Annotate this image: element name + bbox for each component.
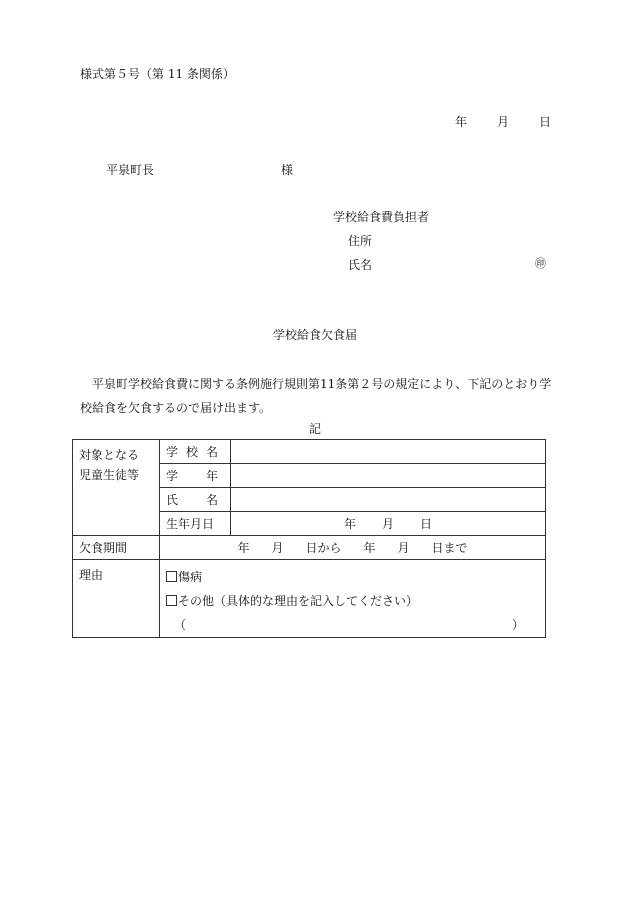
- illness-checkbox[interactable]: [166, 571, 177, 582]
- date-month-label: 月: [497, 115, 510, 129]
- other-checkbox[interactable]: [166, 595, 177, 606]
- address-label: 住所: [348, 234, 373, 248]
- reason-field[interactable]: [160, 560, 546, 638]
- seal-mark: ㊞: [535, 257, 546, 270]
- birth-year: 年: [343, 517, 356, 531]
- school-field[interactable]: [231, 440, 546, 464]
- body-text: 平泉町学校給食費に関する条例施行規則第11条第２号の規定により、下記のとおり学校給食を欠食するので届け出ます。: [80, 377, 552, 415]
- student-name-field[interactable]: [231, 488, 546, 512]
- birth-day: 日: [420, 517, 433, 531]
- target-student-label: [73, 440, 160, 536]
- addressee-suffix: 様: [281, 163, 294, 177]
- table-row-period: [73, 536, 546, 560]
- student-name-label: 氏 名: [160, 488, 231, 512]
- addressee: 平泉町長: [106, 163, 155, 177]
- table-row-reason: [73, 560, 546, 638]
- reason-label: 理由: [73, 560, 160, 638]
- birthdate-field[interactable]: [231, 512, 546, 536]
- form-number: 様式第５号（第 11 条関係）: [80, 67, 235, 81]
- birth-month: 月: [381, 517, 394, 531]
- name-label: 氏名: [348, 258, 373, 272]
- date-day-label: 日: [539, 115, 552, 129]
- birthdate-label: 生年月日: [160, 512, 231, 536]
- period-label: 欠食期間: [73, 536, 160, 560]
- grade-field[interactable]: [231, 464, 546, 488]
- target-label-line2: 児童生徒等: [79, 468, 140, 482]
- period-field[interactable]: 年 月 日から 年 月 日まで: [160, 536, 546, 560]
- school-label: 学 校 名: [160, 440, 231, 464]
- reason-option-other[interactable]: その他（具体的な理由を記入してください）: [166, 589, 545, 613]
- document-title: 学校給食欠食届: [272, 328, 357, 342]
- reason-detail-input[interactable]: （ ）: [174, 618, 524, 632]
- reason-option-illness[interactable]: 傷病: [166, 565, 545, 589]
- grade-label: 学 年: [160, 464, 231, 488]
- target-label-line1: 対象となる: [79, 448, 140, 462]
- details-table: [72, 439, 546, 638]
- ki-heading: 記: [308, 422, 321, 436]
- table-row-school: [73, 440, 546, 464]
- date-year-label: 年: [455, 115, 468, 129]
- payer-title: 学校給食費負担者: [333, 210, 430, 224]
